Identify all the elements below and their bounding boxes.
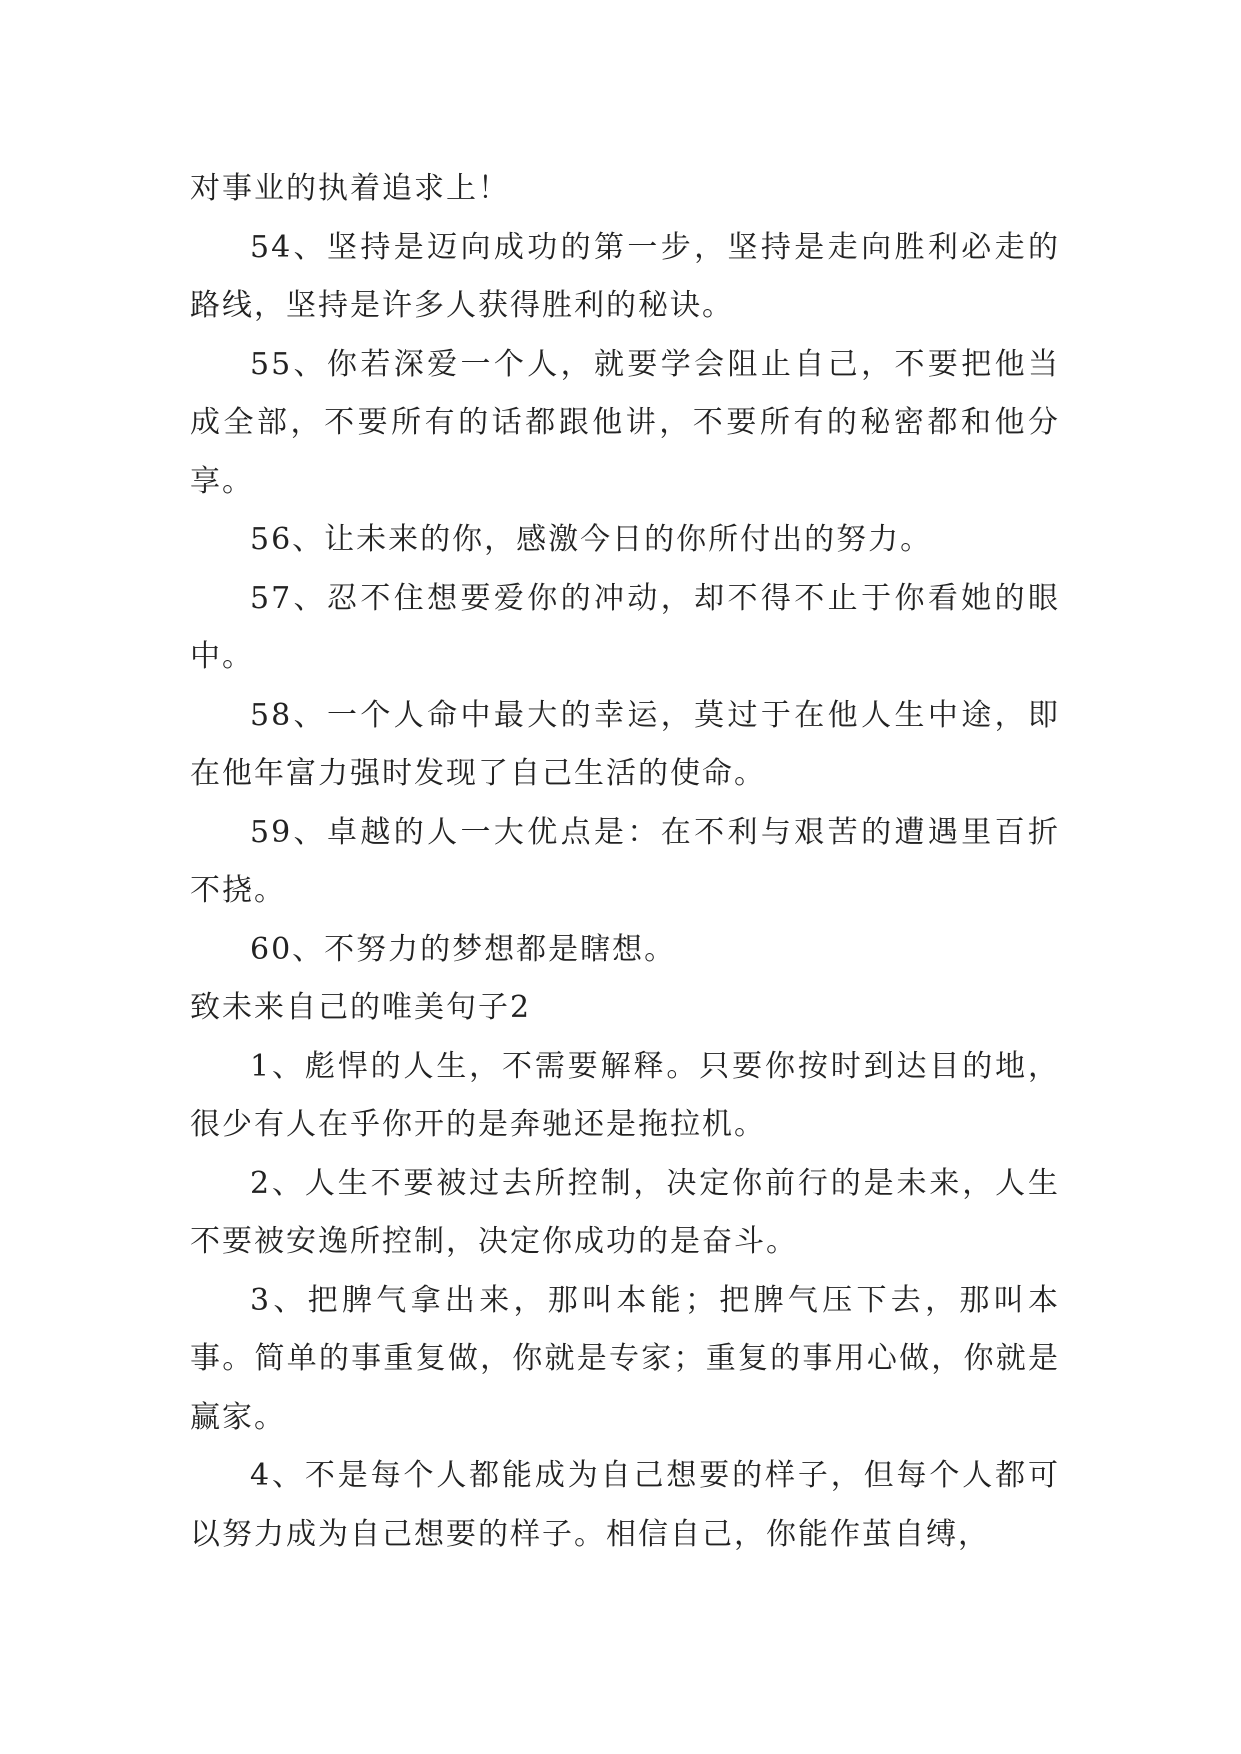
paragraph-55: 55、你若深爱一个人，就要学会阻止自己，不要把他当成全部，不要所有的话都跟他讲，不要所有的秘密都和他分享。: [190, 346, 1060, 499]
section-title: 致未来自己的唯美句子2: [190, 990, 532, 1025]
document-body: [190, 160, 1060, 1564]
paragraph-57: 57、忍不住想要爱你的冲动，却不得不止于你看她的眼中。: [190, 580, 1060, 674]
section-paragraph-4: 4、不是每个人都能成为自己想要的样子，但每个人都可以努力成为自己想要的样子。相信自己，你能作茧自缚，: [190, 1458, 1060, 1552]
section-paragraph-3: 3、把脾气拿出来，那叫本能；把脾气压下去，那叫本事。简单的事重复做，你就是专家；重复的事用心做，你就是赢家。: [190, 1282, 1060, 1435]
paragraph-59: 59、卓越的人一大优点是：在不利与艰苦的遭遇里百折不挠。: [190, 814, 1060, 908]
paragraph-58: 58、一个人命中最大的幸运，莫过于在他人生中途，即在他年富力强时发现了自己生活的使命。: [190, 697, 1060, 791]
paragraph-60: 60、不努力的梦想都是瞎想。: [250, 931, 677, 967]
paragraph-continuation: 对事业的执着追求上！: [190, 171, 510, 206]
paragraph-56: 56、让未来的你，感激今日的你所付出的努力。: [250, 522, 933, 557]
paragraph-54: 54、坚持是迈向成功的第一步，坚持是走向胜利必走的路线，坚持是许多人获得胜利的秘诀。: [190, 229, 1060, 323]
section-paragraph-1: 1、彪悍的人生，不需要解释。只要你按时到达目的地，很少有人在乎你开的是奔驰还是拖拉机。: [190, 1048, 1060, 1142]
section-paragraph-2: 2、人生不要被过去所控制，决定你前行的是未来，人生不要被安逸所控制，决定你成功的是奋斗。: [190, 1165, 1060, 1259]
